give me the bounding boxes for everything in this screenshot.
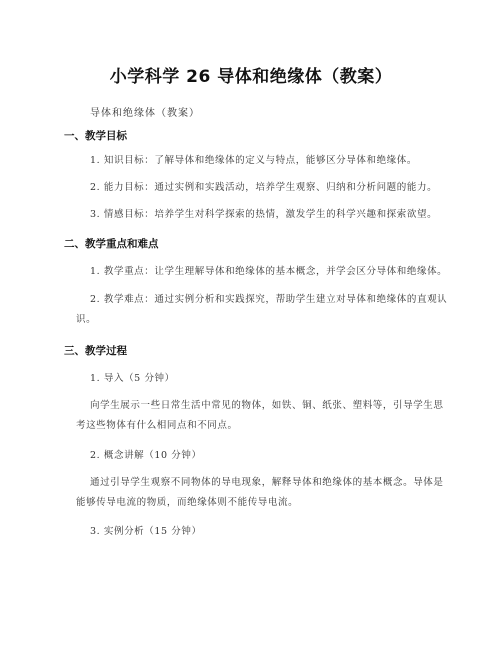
section-heading-objectives: 一、教学目标: [64, 130, 127, 142]
document-title: 小学科学 26 导体和绝缘体（教案）: [109, 67, 393, 87]
section-heading-key-points: 二、教学重点和难点: [64, 238, 159, 250]
paragraph: 3. 情感目标：培养学生对科学探索的热情，激发学生的科学兴趣和探索欲望。: [90, 209, 438, 220]
paragraph: 向学生展示一些日常生活中常见的物体，如铁、铜、纸张、塑料等，引导学生思考这些物体有什么相同点和不同点。: [76, 400, 444, 431]
paragraph: 1. 导入（5 分钟）: [90, 373, 175, 384]
paragraph: 1. 知识目标：了解导体和绝缘体的定义与特点，能够区分导体和绝缘体。: [90, 155, 417, 166]
paragraph: 1. 教学重点：让学生理解导体和绝缘体的基本概念，并学会区分导体和绝缘体。: [90, 266, 448, 277]
paragraph: 3. 实例分析（15 分钟）: [90, 526, 202, 537]
paragraph: 2. 教学难点：通过实例分析和实践探究，帮助学生建立对导体和绝缘体的直观认识。: [76, 294, 448, 325]
paragraph: 通过引导学生观察不同物体的导电现象，解释导体和绝缘体的基本概念。导体是能够传导电流的物质，而绝缘体则不能传导电流。: [76, 477, 444, 508]
section-heading-process: 三、教学过程: [64, 345, 127, 357]
paragraph: 2. 概念讲解（10 分钟）: [90, 450, 202, 461]
paragraph: 2. 能力目标：通过实例和实践活动，培养学生观察、归纳和分析问题的能力。: [90, 182, 438, 193]
document-subtitle: 导体和绝缘体（教案）: [90, 108, 200, 119]
